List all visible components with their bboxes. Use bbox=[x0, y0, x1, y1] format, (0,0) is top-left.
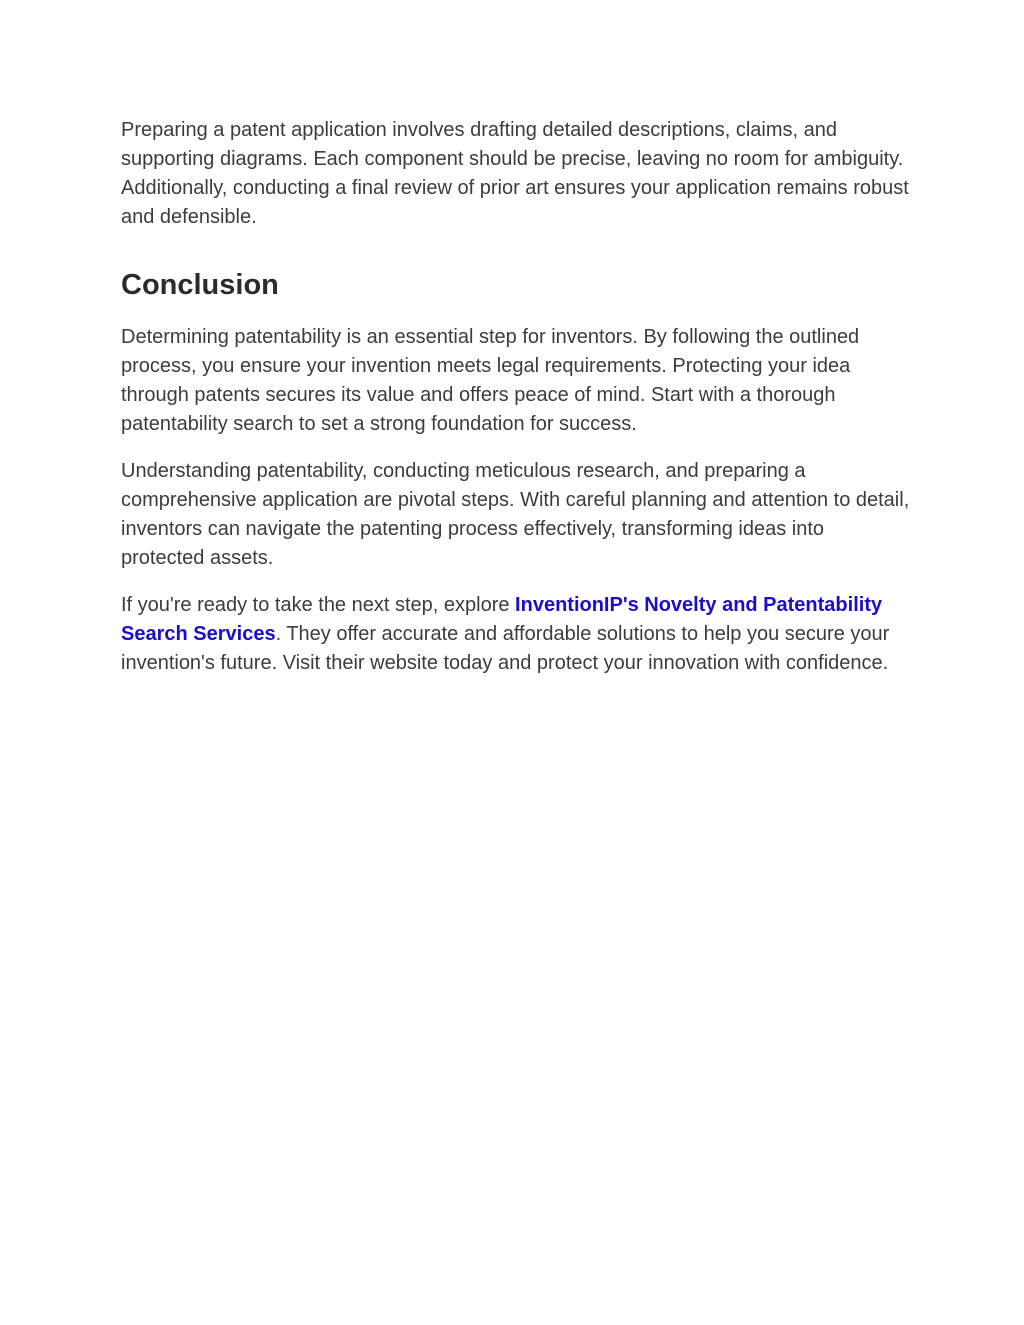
cta-text-after: . They offer accurate and affordable solutions to help you secure your invention's future. Visit their website today and protect your innovation with confidence. bbox=[121, 623, 890, 674]
conclusion-paragraph-2: Understanding patentability, conducting meticulous research, and preparing a comprehensive application are pivotal steps. With careful planning and attention to detail, inventors can navigate the patenting process effectively, transforming ideas into protected assets. bbox=[121, 460, 910, 569]
inventionip-services-link[interactable]: InventionIP's Novelty and Patentability Search Services bbox=[121, 594, 883, 645]
cta-paragraph bbox=[121, 591, 911, 678]
conclusion-heading: Conclusion bbox=[121, 269, 279, 301]
cta-text-before: If you're ready to take the next step, explore bbox=[121, 594, 516, 616]
intro-paragraph: Preparing a patent application involves drafting detailed descriptions, claims, and supporting diagrams. Each component should be precise, leaving no room for ambiguity. Additionally, conducting a final review of prior art ensures your application remains robust and defensible. bbox=[121, 119, 909, 228]
conclusion-paragraph-1: Determining patentability is an essential step for inventors. By following the outlined process, you ensure your invention meets legal requirements. Protecting your idea through patents secures its value and offers peace of mind. Start with a thorough patentability search to set a strong foundation for success. bbox=[121, 326, 860, 435]
document-page bbox=[121, 116, 911, 678]
